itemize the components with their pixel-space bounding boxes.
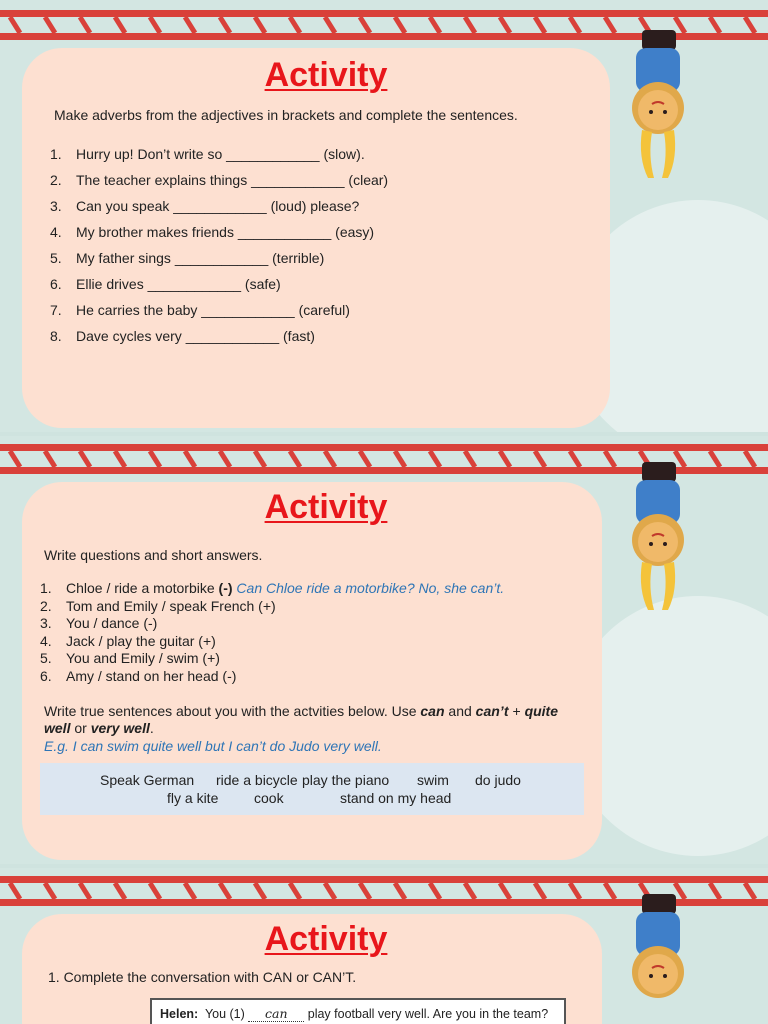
- item-text: You / dance (-): [66, 615, 158, 631]
- item-number: 3.: [50, 198, 62, 214]
- item-number: 7.: [50, 302, 62, 318]
- instruction-bold: quite well: [44, 703, 559, 736]
- word-item: ride a bicycle: [216, 772, 298, 788]
- word-item: do judo: [475, 772, 521, 788]
- item-marker: (-): [218, 580, 233, 596]
- conversation-box: [150, 998, 566, 1024]
- dialog-text: You (1): [204, 1007, 245, 1021]
- item-number: 8.: [50, 328, 62, 344]
- instruction-part: and: [444, 703, 476, 719]
- word-item: stand on my head: [340, 790, 452, 806]
- list-item: [40, 668, 504, 686]
- activity-word-box: [40, 763, 584, 815]
- item-text: You and Emily / swim (+): [66, 650, 220, 666]
- item-text: Jack / play the guitar (+): [66, 632, 216, 649]
- dialog-line: [160, 1006, 548, 1022]
- list-item: [50, 219, 388, 245]
- list-item: [50, 167, 388, 193]
- item-text: My father sings ____________ (terrible): [76, 250, 325, 266]
- item-text: The teacher explains things ____________ (clear): [76, 172, 389, 188]
- item-text: [66, 580, 504, 598]
- item-number: 4.: [40, 632, 52, 649]
- page-title: Activity: [264, 56, 388, 94]
- item-number: 5.: [40, 650, 52, 666]
- item-number: 1.: [50, 146, 62, 162]
- instruction-bold: can’t: [475, 703, 509, 719]
- item-number: 6.: [40, 667, 52, 684]
- page-title: Activity: [264, 920, 388, 958]
- item-number: 2.: [50, 172, 62, 188]
- item-text: He carries the baby ____________ (careful): [76, 302, 350, 318]
- list-item: [50, 271, 388, 297]
- list-item: [50, 245, 388, 271]
- item-number: 2.: [40, 597, 52, 614]
- page-title: Activity: [264, 488, 388, 526]
- exercise-list: [50, 141, 388, 349]
- hanging-kid-icon: [618, 28, 702, 180]
- second-instruction: [44, 703, 584, 737]
- hanging-kid-icon: [618, 892, 702, 1024]
- list-item: [50, 141, 388, 167]
- example-answer: Can Chloe ride a motorbike? No, she can’t.: [236, 580, 505, 596]
- item-number: 5.: [50, 250, 62, 266]
- list-item: [50, 193, 388, 219]
- word-item: fly a kite: [167, 790, 219, 806]
- list-item: [50, 297, 388, 323]
- list-item: [40, 598, 504, 616]
- hanging-kid-icon: [618, 460, 702, 612]
- list-item: [40, 580, 504, 598]
- list-item: [40, 633, 504, 651]
- item-number: 3.: [40, 615, 52, 631]
- item-number: 6.: [50, 276, 62, 292]
- list-item: [40, 615, 504, 633]
- item-number: 4.: [50, 224, 62, 240]
- instruction-text: Write questions and short answers.: [44, 547, 263, 563]
- instruction-bold: can: [420, 703, 445, 719]
- word-item: swim: [417, 772, 449, 788]
- word-item: cook: [254, 790, 284, 806]
- item-prompt: Chloe / ride a motorbike: [66, 580, 215, 596]
- word-item: play the piano: [302, 772, 390, 788]
- instruction-part: or: [70, 720, 91, 736]
- exercise-list: [40, 580, 504, 685]
- slide-2: [0, 436, 768, 864]
- speaker-name: Helen:: [160, 1007, 199, 1021]
- instruction-text: Make adverbs from the adjectives in brackets and complete the sentences.: [54, 107, 518, 123]
- example-sentence: E.g. I can swim quite well but I can’t do Judo very well.: [44, 738, 382, 754]
- slide-1: [0, 0, 768, 432]
- item-text: My brother makes friends ____________ (easy): [76, 224, 375, 240]
- filled-answer: can: [265, 1006, 288, 1021]
- item-text: Tom and Emily / speak French (+): [66, 597, 276, 614]
- item-number: 1.: [40, 580, 52, 596]
- instruction-part: Write true sentences about you with the actvities below. Use: [44, 703, 421, 719]
- list-item: [40, 650, 504, 668]
- word-item: Speak German: [100, 772, 195, 788]
- instruction-part: .: [149, 720, 154, 736]
- list-item: [50, 323, 388, 349]
- item-text: Dave cycles very ____________ (fast): [76, 328, 315, 344]
- instruction-bold: very well: [90, 720, 150, 736]
- item-text: Ellie drives ____________ (safe): [76, 276, 281, 292]
- instruction-part: +: [508, 703, 525, 719]
- item-text: Amy / stand on her head (-): [66, 667, 237, 684]
- filled-blank: [248, 1006, 304, 1022]
- slide-3: [0, 868, 768, 1024]
- dialog-text: play football very well. Are you in the team?: [307, 1007, 549, 1021]
- item-text: Hurry up! Don’t write so ____________ (slow).: [76, 146, 365, 162]
- item-text: Can you speak ____________ (loud) please?: [76, 198, 360, 214]
- instruction-text: 1. Complete the conversation with CAN or CAN’T.: [48, 969, 357, 985]
